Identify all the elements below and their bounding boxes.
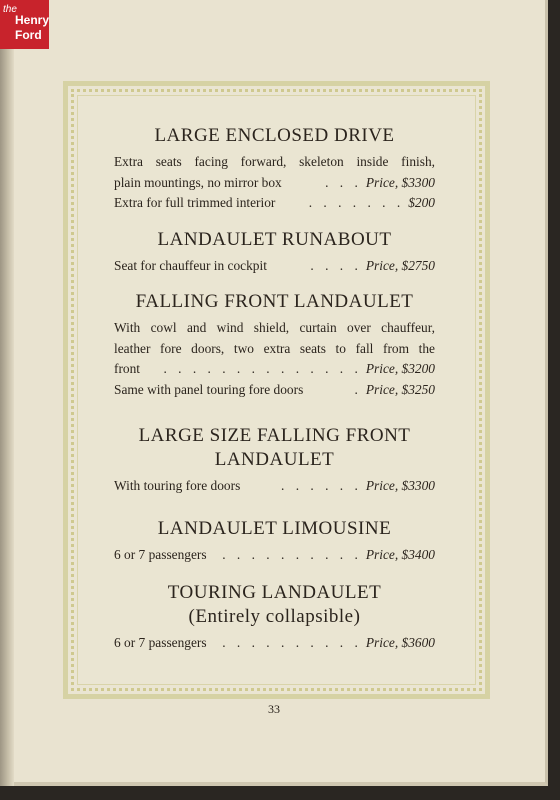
section-title: FALLING FRONT LANDAULET bbox=[135, 291, 414, 312]
price-value: Price, $3600 bbox=[365, 635, 435, 650]
price-value: $200 bbox=[408, 195, 435, 210]
price-line bbox=[114, 545, 435, 566]
price-line bbox=[114, 476, 435, 497]
item-text: Seat for chauffeur in cockpit bbox=[114, 257, 267, 273]
item-text: With touring fore doors bbox=[114, 478, 241, 493]
description-line: With cowl and wind shield, curtain over chauffeur, bbox=[114, 320, 435, 335]
section-landaulet-limousine bbox=[114, 517, 435, 566]
section-title: TOURING LANDAULET bbox=[167, 582, 382, 603]
leader-dots: . . . . . . . . . . . . . . bbox=[163, 361, 362, 376]
logo-ford: Ford bbox=[15, 28, 42, 42]
price-value: Price, $3300 bbox=[365, 478, 435, 493]
item-text: 6 or 7 passengers bbox=[114, 635, 207, 650]
leader-dots: . . . . bbox=[310, 257, 362, 273]
section-title-line2: LANDAULET bbox=[214, 449, 335, 470]
price-line bbox=[114, 359, 435, 380]
price-line bbox=[114, 380, 435, 401]
section-subtitle: (Entirely collapsible) bbox=[188, 606, 361, 627]
price-line bbox=[114, 193, 435, 214]
item-text: front bbox=[114, 361, 141, 376]
item-text: Same with panel touring fore doors bbox=[114, 381, 304, 397]
book-spine-shadow bbox=[0, 0, 14, 786]
section-title: LARGE SIZE FALLING FRONT bbox=[138, 425, 411, 446]
leader-dots: . . . . . . . . . . bbox=[222, 546, 362, 562]
leader-dots: . bbox=[354, 381, 362, 397]
item-text: Extra for full trimmed interior bbox=[114, 195, 276, 210]
leader-dots: . . . . . . . bbox=[308, 195, 405, 210]
item-text: plain mountings, no mirror box bbox=[114, 174, 282, 190]
section-title: LANDAULET LIMOUSINE bbox=[157, 517, 392, 539]
item-text: 6 or 7 passengers bbox=[114, 546, 207, 562]
price-value: Price, $2750 bbox=[365, 257, 435, 273]
section-landaulet-runabout bbox=[114, 228, 435, 277]
section-falling-front-landaulet bbox=[114, 290, 435, 400]
price-value: Price, $3400 bbox=[365, 546, 435, 562]
price-line bbox=[114, 173, 435, 194]
henry-ford-logo bbox=[0, 0, 49, 49]
logo-henry: Henry bbox=[15, 13, 50, 27]
price-value: Price, $3200 bbox=[365, 361, 435, 376]
section-large-enclosed-drive bbox=[114, 124, 435, 214]
leader-dots: . . . . . . bbox=[281, 478, 362, 493]
price-value: Price, $3250 bbox=[365, 381, 435, 397]
description-line: Extra seats facing forward, skeleton inside finish, bbox=[114, 154, 435, 169]
section-large-size-falling-front-landaulet bbox=[114, 424, 435, 497]
page-number: 33 bbox=[268, 702, 280, 716]
section-title: LANDAULET RUNABOUT bbox=[157, 228, 392, 250]
leader-dots: . . . bbox=[325, 174, 362, 190]
price-line bbox=[114, 633, 435, 654]
leader-dots: . . . . . . . . . . bbox=[222, 635, 362, 650]
section-touring-landaulet bbox=[114, 581, 435, 654]
price-list bbox=[114, 120, 435, 654]
logo-the: the bbox=[3, 4, 17, 15]
description-line: leather fore doors, two extra seats to fall from the bbox=[114, 340, 435, 356]
section-title: LARGE ENCLOSED DRIVE bbox=[154, 125, 395, 146]
price-value: Price, $3300 bbox=[365, 174, 435, 190]
price-line bbox=[114, 256, 435, 277]
